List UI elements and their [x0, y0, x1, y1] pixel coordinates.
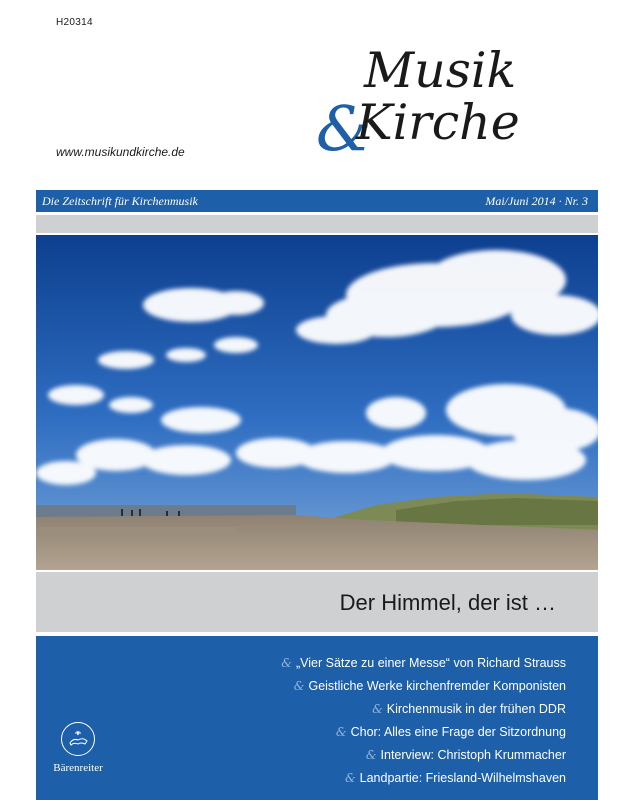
issue-code: H20314	[56, 17, 93, 28]
ampersand-bullet-icon: &	[335, 725, 347, 739]
toc-item-text: Interview: Christoph Krummacher	[380, 748, 566, 762]
ampersand-bullet-icon: &	[281, 656, 292, 670]
headline-band	[36, 572, 598, 632]
grey-divider-strip	[36, 215, 598, 233]
cover-headline: Der Himmel, der ist …	[339, 590, 556, 615]
ampersand-bullet-icon: &	[293, 679, 305, 693]
toc-item	[281, 767, 566, 790]
toc-item	[281, 744, 566, 767]
logo-ampersand: &	[316, 92, 372, 165]
logo-word-musik: Musik	[364, 42, 517, 99]
website-url: www.musikundkirche.de	[56, 145, 185, 159]
logo-word-kirche: Kirche	[356, 94, 520, 151]
publisher-logo-icon	[61, 722, 95, 756]
toc-item-text: Landpartie: Friesland-Wilhelmshaven	[359, 771, 566, 785]
magazine-logo	[316, 42, 616, 176]
contents-list	[281, 652, 566, 790]
cover-photo	[36, 235, 598, 570]
issue-info: Mai/Juni 2014 · Nr. 3	[485, 194, 588, 208]
tagline: Die Zeitschrift für Kirchenmusik	[42, 194, 198, 208]
tagline-bar	[36, 190, 598, 212]
toc-item-text: „Vier Sätze zu einer Messe“ von Richard Strauss	[295, 656, 566, 670]
ampersand-bullet-icon: &	[365, 748, 377, 762]
toc-item-text: Geistliche Werke kirchenfremder Komponisten	[308, 679, 566, 693]
contents-panel	[36, 636, 598, 800]
toc-item-text: Chor: Alles eine Frage der Sitzordnung	[350, 725, 566, 739]
toc-item	[281, 721, 566, 744]
ampersand-bullet-icon: &	[372, 702, 383, 716]
publisher-block	[48, 722, 108, 774]
ampersand-bullet-icon: &	[344, 771, 356, 785]
toc-item	[281, 675, 566, 698]
toc-item-text: Kirchenmusik in der frühen DDR	[386, 702, 566, 716]
publisher-name: Bärenreiter	[53, 762, 103, 774]
toc-item	[281, 698, 566, 721]
cover-photo-illustration	[36, 235, 598, 570]
toc-item	[281, 652, 566, 675]
